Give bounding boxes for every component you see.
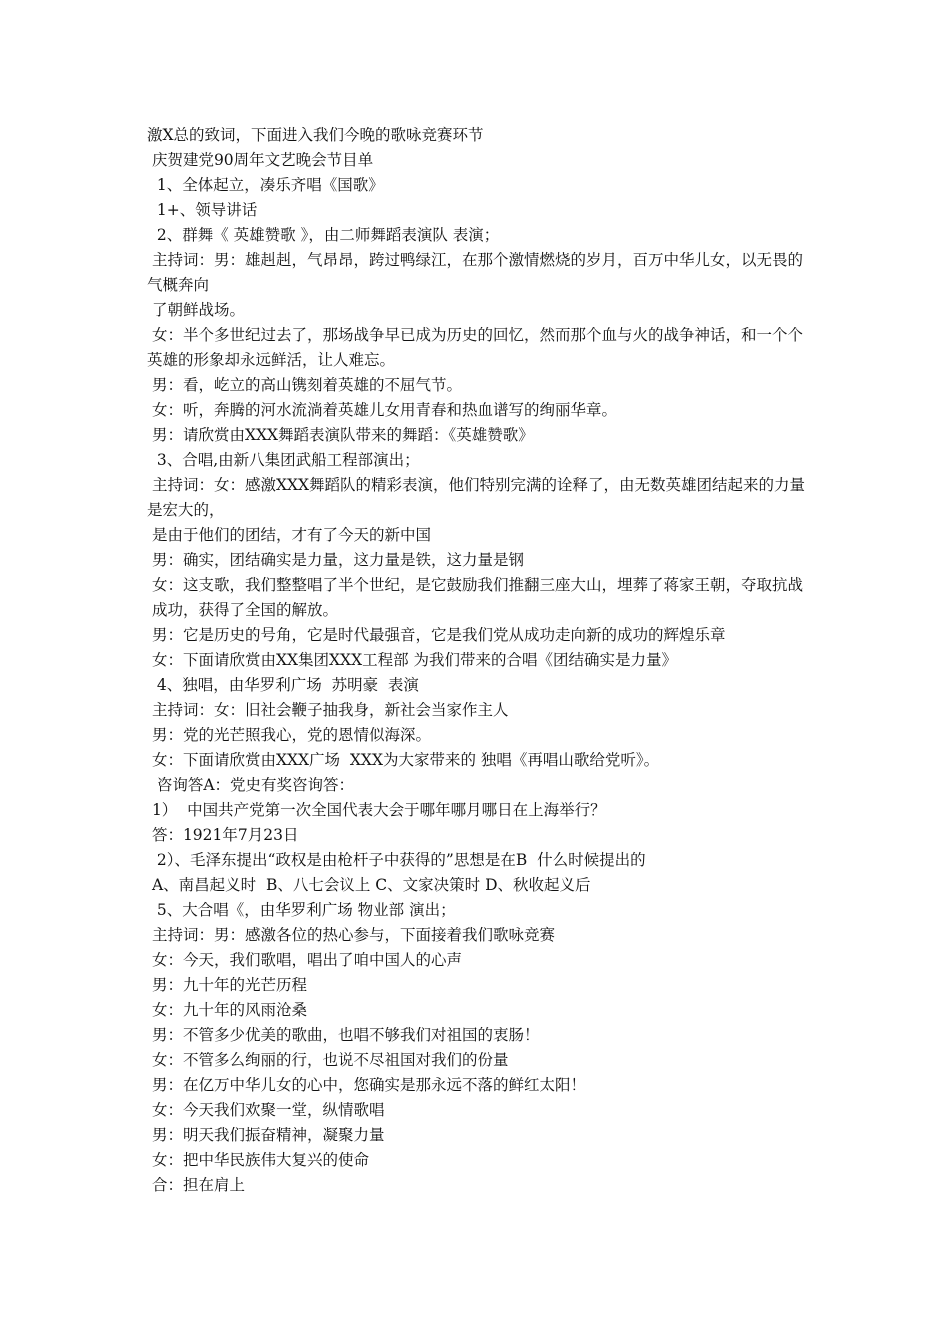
program-title: 庆贺建党90周年文艺晚会节目单	[147, 151, 374, 169]
host-script-line: 男：党的光芒照我心，党的恩情似海深。	[147, 726, 431, 744]
host-script-line: 了朝鲜战场。	[147, 301, 245, 319]
host-script-line: 主持词：女：感激XXX舞蹈队的精彩表演，他们特别完满的诠释了，由无数英雄团结起来的力量是宏大的，	[147, 476, 806, 519]
program-item: 3、合唱,由新八集团武船工程部演出；	[147, 451, 420, 469]
host-script-line: 女：今天我们欢聚一堂，纵情歌唱	[147, 1101, 385, 1119]
quiz-answer: 答：1921年7月23日	[147, 826, 299, 844]
host-script-line: 女：半个多世纪过去了，那场战争早已成为历史的回忆，然而那个血与火的战争神话，和一个个英雄的形象却永远鲜活，让人难忘。	[147, 326, 803, 369]
text-line: 激X总的致词，下面进入我们今晚的歌咏竞赛环节	[147, 126, 484, 144]
quiz-question: 2）、毛泽东提出“政权是由枪杆子中获得的”思想是在B 什么时候提出的	[147, 851, 646, 869]
host-script-line: 女：这支歌，我们整整唱了半个世纪，是它鼓励我们推翻三座大山，埋葬了蒋家王朝，夺取抗战	[147, 576, 803, 594]
quiz-question: 1） 中国共产党第一次全国代表大会于哪年哪月哪日在上海举行？	[147, 801, 606, 819]
host-script-line: 成功，获得了全国的解放。	[147, 601, 338, 619]
host-script-line: 女：下面请欣赏由XX集团XXX工程部 为我们带来的合唱《团结确实是力量》	[147, 651, 678, 669]
host-script-line: 合：担在肩上	[147, 1176, 245, 1194]
host-script-line: 主持词：男：感激各位的热心参与，下面接着我们歌咏竞赛	[147, 926, 555, 944]
program-item: 4、独唱，由华罗利广场 苏明豪 表演	[147, 676, 419, 694]
host-script-line: 女：今天，我们歌唱，唱出了咱中国人的心声	[147, 951, 462, 969]
host-script-line: 男：不管多少优美的歌曲，也唱不够我们对祖国的衷肠！	[147, 1026, 540, 1044]
host-script-line: 男：确实，团结确实是力量，这力量是铁，这力量是钢	[147, 551, 524, 569]
host-script-line: 是由于他们的团结，才有了今天的新中国	[147, 526, 431, 544]
document-body	[147, 123, 812, 1198]
program-item: 1+、领导讲话	[147, 201, 258, 219]
host-script-line: 女：九十年的风雨沧桑	[147, 1001, 307, 1019]
program-item: 2、群舞《 英雄赞歌 》，由二师舞蹈表演队 表演；	[147, 226, 500, 244]
host-script-line: 女：听，奔腾的河水流淌着英雄儿女用青春和热血谱写的绚丽华章。	[147, 401, 617, 419]
host-script-line: 男：明天我们振奋精神，凝聚力量	[147, 1126, 385, 1144]
host-script-line: 男：九十年的光芒历程	[147, 976, 307, 994]
host-script-line: 男：请欣赏由XXX舞蹈表演队带来的舞蹈：《英雄赞歌》	[147, 426, 534, 444]
host-script-line: 女：不管多么绚丽的行，也说不尽祖国对我们的份量	[147, 1051, 509, 1069]
host-script-line: 男：在亿万中华儿女的心中，您确实是那永远不落的鲜红太阳！	[147, 1076, 586, 1094]
host-script-line: 女：下面请欣赏由XXX广场 XXX为大家带来的 独唱《再唱山歌给党听》。	[147, 751, 660, 769]
host-script-line: 女：把中华民族伟大复兴的使命	[147, 1151, 369, 1169]
host-script-line: 男：它是历史的号角，它是时代最强音，它是我们党从成功走向新的成功的辉煌乐章	[147, 626, 726, 644]
quiz-options: A、南昌起义时 B、八七会议上 C、文家决策时 D、秋收起义后	[147, 876, 591, 894]
host-script-line: 主持词：男：雄赳赳，气昂昂，跨过鸭绿江，在那个激情燃烧的岁月，百万中华儿女，以无畏的气概奔向	[147, 251, 803, 294]
host-script-line: 男：看，屹立的高山镌刻着英雄的不屈气节。	[147, 376, 462, 394]
program-item: 1、全体起立，凑乐齐唱《国歌》	[147, 176, 384, 194]
program-item: 5、大合唱《，由华罗利广场 物业部 演出；	[147, 901, 456, 919]
host-script-line: 主持词：女：旧社会鞭子抽我身，新社会当家作主人	[147, 701, 509, 719]
quiz-heading: 咨询答A：党史有奖咨询答：	[147, 776, 355, 794]
